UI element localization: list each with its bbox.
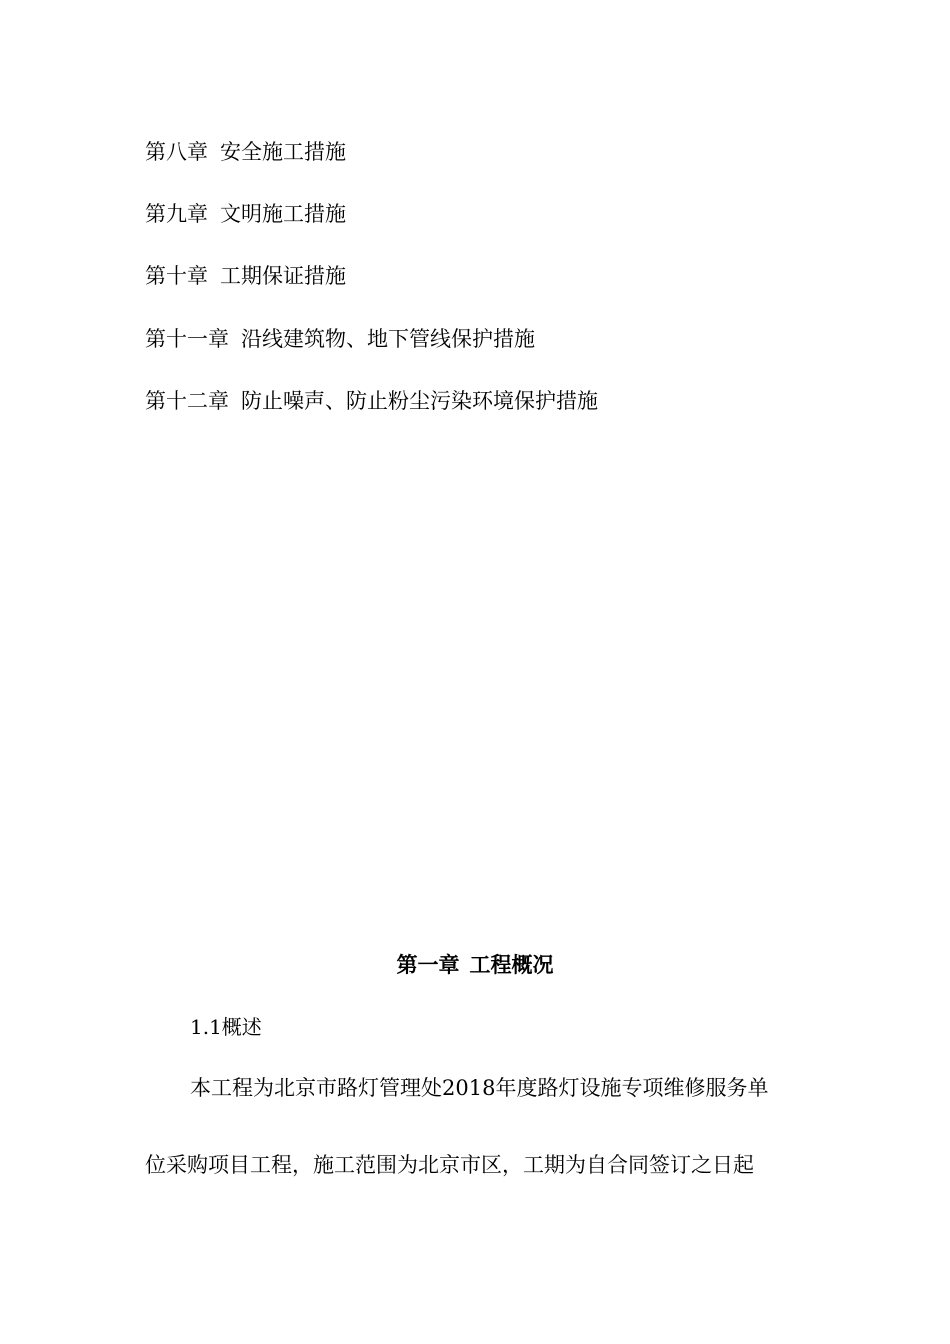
toc-chapter-title: 沿线建筑物、地下管线保护措施	[241, 327, 535, 351]
toc-entry-chapter-9	[145, 201, 346, 227]
toc-chapter-number: 第十二章	[145, 389, 229, 413]
toc-entry-chapter-11	[145, 326, 535, 352]
toc-chapter-number: 第八章	[145, 140, 208, 164]
toc-chapter-title: 工期保证措施	[220, 264, 346, 288]
toc-chapter-title: 安全施工措施	[220, 140, 346, 164]
toc-chapter-number: 第十一章	[145, 327, 229, 351]
toc-chapter-title: 防止噪声、防止粉尘污染环境保护措施	[241, 389, 598, 413]
toc-chapter-number: 第十章	[145, 264, 208, 288]
toc-entry-chapter-8	[145, 139, 346, 165]
toc-chapter-title: 文明施工措施	[220, 202, 346, 226]
section-heading: 1.1概述	[190, 1015, 262, 1039]
chapter-heading	[0, 951, 950, 979]
toc-entry-chapter-12	[145, 388, 598, 414]
paragraph-line: 位采购项目工程，施工范围为北京市区，工期为自合同签订之日起	[145, 1153, 754, 1177]
chapter-number: 第一章	[396, 952, 460, 977]
paragraph-line: 本工程为北京市路灯管理处2018年度路灯设施专项维修服务单	[190, 1076, 769, 1100]
toc-entry-chapter-10	[145, 263, 346, 289]
toc-chapter-number: 第九章	[145, 202, 208, 226]
chapter-title: 工程概况	[469, 952, 554, 977]
